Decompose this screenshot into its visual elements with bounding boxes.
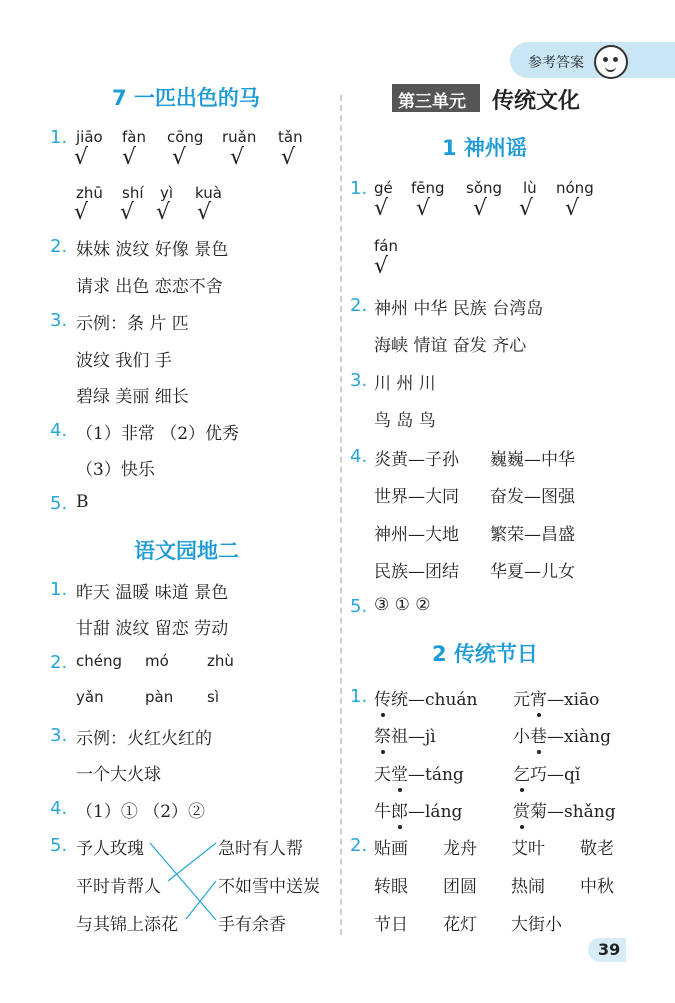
pinyin: lù: [523, 179, 537, 197]
dotted-char: 赏: [513, 802, 530, 822]
pinyin: shí: [122, 184, 144, 202]
g2-q3-num: 3.: [50, 725, 68, 746]
answer-line: ③ ① ②: [374, 595, 431, 615]
answer-line: 示例：火红火红的: [76, 729, 212, 749]
pronunciation-item: 天堂—táng: [374, 765, 464, 785]
unit-title: 传统文化: [492, 89, 581, 114]
answer-line: 奋发—图强: [490, 487, 575, 507]
pinyin: kuà: [195, 184, 222, 202]
dotted-char: 乞: [513, 765, 530, 785]
check-mark-icon: √: [416, 196, 431, 221]
answer-word: 大街小: [511, 915, 562, 935]
answer-line: 碧绿 美丽 细长: [76, 387, 189, 407]
pronunciation-item: 乞巧—qǐ: [513, 765, 581, 785]
answer-line: 神州 中华 民族 台湾岛: [374, 299, 544, 319]
r1-q3-num: 3.: [350, 370, 368, 391]
g2-q2-num: 2.: [50, 652, 68, 673]
match-left-item: 与其锦上添花: [76, 915, 178, 935]
check-mark-icon: √: [374, 254, 389, 279]
garden2-title: 语文园地二: [134, 539, 239, 563]
match-line: [168, 843, 216, 881]
check-mark-icon: √: [565, 196, 580, 221]
answer-word: 转眼: [374, 877, 408, 897]
pinyin: fēng: [411, 179, 445, 197]
dotted-char: 祭: [374, 727, 391, 747]
dotted-char: 郎: [391, 802, 408, 822]
l7-q2-num: 2.: [50, 236, 68, 257]
r1-q4-num: 4.: [350, 446, 368, 467]
match-line: [186, 881, 216, 919]
answer-line: 民族—团结: [374, 562, 459, 582]
r2-q1-num: 1.: [350, 686, 368, 707]
answer-word: 贴画: [374, 839, 408, 859]
pinyin: mó: [145, 652, 169, 670]
check-mark-icon: √: [156, 200, 171, 225]
lesson7-title: 7 一匹出色的马: [112, 86, 260, 110]
pinyin: tǎn: [278, 128, 303, 146]
check-mark-icon: √: [374, 196, 389, 221]
check-mark-icon: √: [230, 145, 245, 170]
check-mark-icon: √: [172, 145, 187, 170]
match-left-item: 予人玫瑰: [76, 839, 144, 859]
check-mark-icon: √: [197, 200, 212, 225]
lesson2-title: 2 传统节日: [432, 642, 538, 666]
match-line: [150, 843, 216, 920]
check-mark-icon: √: [122, 145, 137, 170]
check-mark-icon: √: [473, 196, 488, 221]
answer-line: 一个大火球: [76, 765, 161, 785]
answer-line: 世界—大同: [374, 487, 459, 507]
pinyin: yǎn: [76, 688, 104, 706]
answer-word: 中秋: [580, 877, 614, 897]
pinyin: zhū: [76, 184, 103, 202]
pinyin: zhù: [207, 652, 234, 670]
answer-line: 繁荣—昌盛: [490, 525, 575, 545]
r1-q2-num: 2.: [350, 295, 368, 316]
pinyin: ruǎn: [222, 128, 257, 146]
match-right-item: 手有余香: [218, 915, 286, 935]
match-right-item: 不如雪中送炭: [218, 877, 320, 897]
g2-q4-num: 4.: [50, 798, 68, 819]
answers-header-label: 参考答案: [528, 55, 584, 71]
pinyin: chéng: [76, 652, 123, 670]
check-mark-icon: √: [74, 145, 89, 170]
check-mark-icon: √: [74, 200, 89, 225]
pinyin: fán: [374, 237, 398, 255]
page-number: 39: [598, 940, 621, 959]
answer-line: 甘甜 波纹 留恋 劳动: [76, 619, 229, 639]
pinyin: nóng: [556, 179, 594, 197]
answer-line: 示例：条 片 匹: [76, 314, 189, 334]
answer-line: 鸟 岛 鸟: [374, 411, 436, 431]
dotted-char: 宵: [530, 690, 547, 710]
pinyin: jiāo: [76, 128, 103, 146]
l7-q1-num: 1.: [50, 127, 68, 148]
answer-word: 热闹: [511, 877, 545, 897]
pronunciation-item: 小巷—xiàng: [513, 727, 611, 747]
unit-badge-label: 第三单元: [398, 92, 466, 112]
answer-word: 团圆: [443, 877, 477, 897]
answer-word: 敬老: [580, 839, 614, 859]
r1-q1-num: 1.: [350, 178, 368, 199]
dotted-char: 传: [374, 690, 391, 710]
pronunciation-item: 牛郎—láng: [374, 802, 463, 822]
check-mark-icon: √: [519, 196, 534, 221]
l7-q3-num: 3.: [50, 310, 68, 331]
pinyin: yì: [160, 184, 174, 202]
r1-q5-num: 5.: [350, 596, 368, 617]
pinyin: pàn: [145, 688, 174, 706]
answer-line: 川 州 川: [374, 374, 436, 394]
l7-q5-num: 5.: [50, 493, 68, 514]
pronunciation-item: 赏菊—shǎng: [513, 802, 616, 822]
answer-word: 花灯: [443, 915, 477, 935]
r2-q2-num: 2.: [350, 835, 368, 856]
match-right-item: 急时有人帮: [218, 839, 303, 859]
match-left-item: 平时肯帮人: [76, 877, 161, 897]
answer-line: B: [76, 492, 89, 512]
pronunciation-item: 元宵—xiāo: [513, 690, 600, 710]
answer-line: 昨天 温暖 味道 景色: [76, 583, 229, 603]
answer-line: 妹妹 波纹 好像 景色: [76, 240, 229, 260]
answer-line: 巍巍—中华: [490, 450, 575, 470]
answer-word: 龙舟: [443, 839, 477, 859]
g2-q5-num: 5.: [50, 835, 68, 856]
pronunciation-item: 祭祖—jì: [374, 727, 436, 747]
answer-line: （3）快乐: [76, 460, 155, 480]
answer-line: 请求 出色 恋恋不舍: [76, 277, 223, 297]
pinyin: cōng: [167, 128, 204, 146]
answer-line: 波纹 我们 手: [76, 351, 172, 371]
answer-line: （1）非常 （2）优秀: [76, 424, 240, 444]
answer-line: （1）① （2）②: [76, 802, 206, 822]
answer-line: 华夏—儿女: [490, 562, 575, 582]
pinyin: sì: [207, 688, 219, 706]
pinyin: fàn: [122, 128, 146, 146]
lesson1-title: 1 神州谣: [442, 136, 527, 160]
pinyin: gé: [374, 179, 393, 197]
answer-word: 艾叶: [511, 839, 545, 859]
dotted-char: 巷: [530, 727, 547, 747]
answer-line: 海峡 情谊 奋发 齐心: [374, 336, 527, 356]
check-mark-icon: √: [120, 200, 135, 225]
pinyin: sǒng: [466, 179, 503, 197]
dotted-char: 堂: [391, 765, 408, 785]
g2-q1-num: 1.: [50, 579, 68, 600]
answer-line: 炎黄—子孙: [374, 450, 459, 470]
check-mark-icon: √: [281, 145, 296, 170]
pronunciation-item: 传统—chuán: [374, 690, 478, 710]
answer-line: 神州—大地: [374, 525, 459, 545]
l7-q4-num: 4.: [50, 420, 68, 441]
answer-word: 节日: [374, 915, 408, 935]
